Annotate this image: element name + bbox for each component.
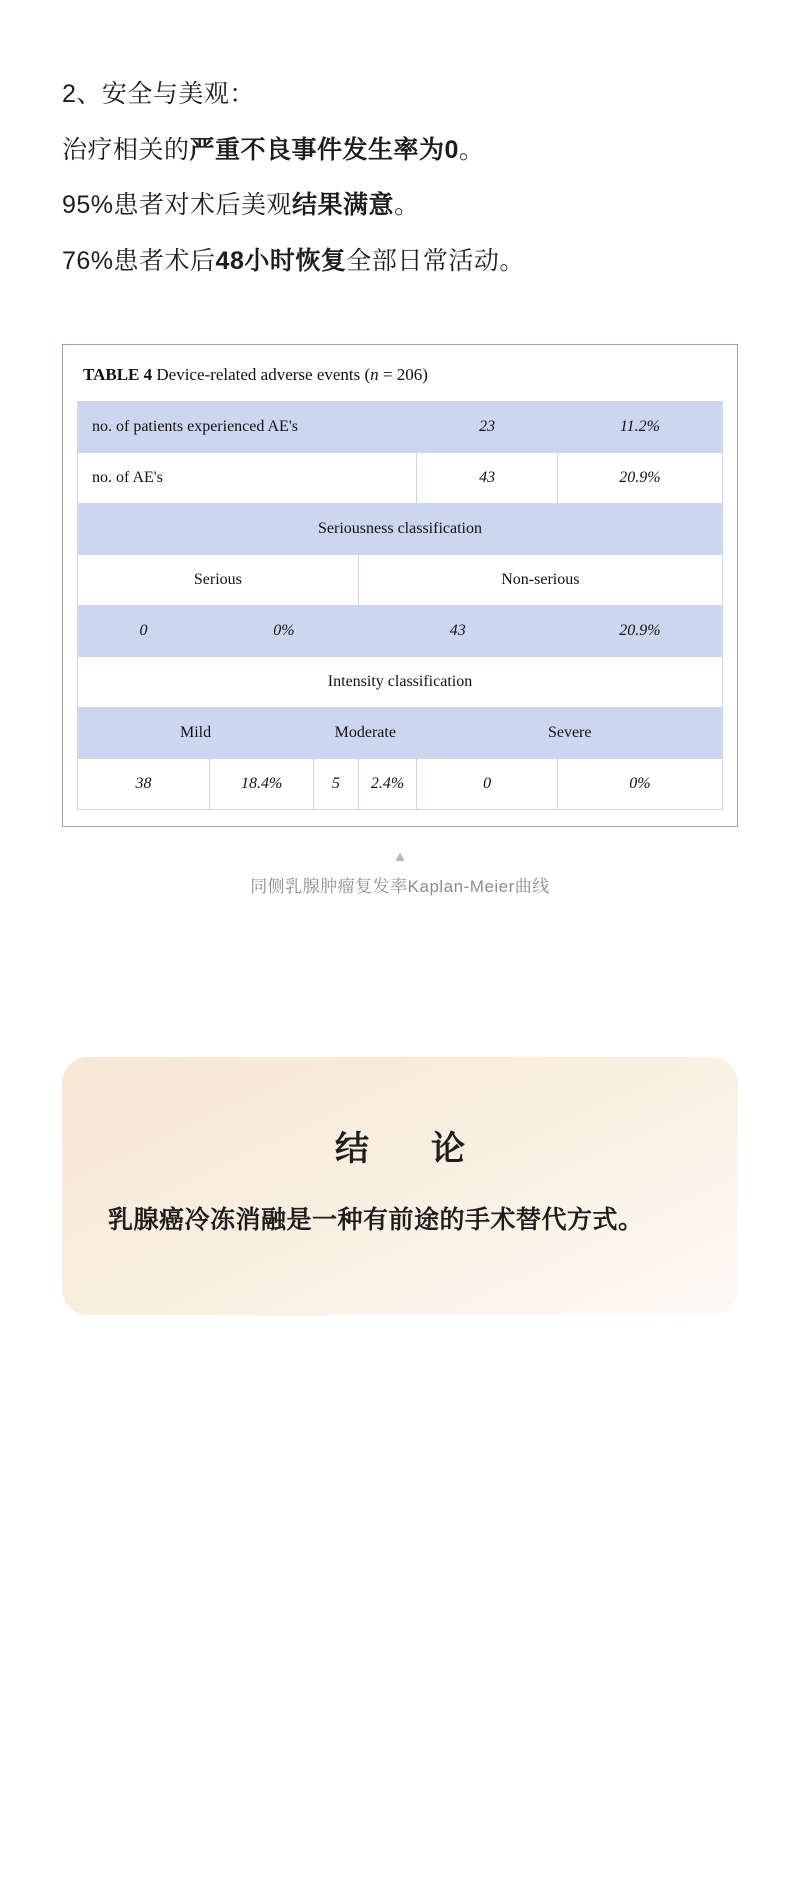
up-arrow-icon: ▲	[392, 848, 408, 865]
value-non-serious-pct: 20.9%	[557, 606, 722, 657]
adverse-events-table	[77, 401, 723, 810]
table-caption	[77, 359, 723, 401]
conclusion-body: 乳腺癌冷冻消融是一种有前途的手术替代方式。	[108, 1206, 644, 1234]
table-row	[78, 657, 723, 708]
intro-line-1-post: 。	[458, 135, 485, 164]
table-row	[78, 402, 723, 453]
intro-line-3-post: 全部日常活动。	[346, 246, 525, 275]
table-caption-label: TABLE 4	[83, 365, 153, 384]
value-serious-pct: 0%	[210, 606, 359, 657]
row-value-ae-pct: 20.9%	[557, 453, 722, 504]
intro-line-2-bold: 结果满意	[292, 191, 395, 219]
value-moderate-pct: 2.4%	[358, 759, 417, 810]
table-row	[78, 504, 723, 555]
value-moderate-count: 5	[314, 759, 359, 810]
table-caption-text: Device-related adverse events (	[156, 365, 371, 384]
value-mild-count: 38	[78, 759, 210, 810]
intro-line-3-bold: 48小时恢复	[215, 246, 347, 275]
adverse-events-table-figure	[62, 344, 738, 827]
intro-line-3	[62, 243, 738, 281]
value-non-serious-count: 43	[358, 606, 557, 657]
table-caption-n: n	[370, 365, 379, 384]
value-serious-count: 0	[78, 606, 210, 657]
row-value-patients-ae-count: 23	[417, 402, 557, 453]
intro-line-2	[62, 187, 738, 225]
intro-line-1	[62, 132, 738, 170]
conclusion-card	[62, 1057, 738, 1315]
conclusion-title: 结 论	[335, 1130, 479, 1168]
row-label-ae-count: no. of AE's	[78, 453, 417, 504]
col-header-mild: Mild	[78, 708, 314, 759]
table-row	[78, 606, 723, 657]
section-header-intensity: Intensity classification	[78, 657, 723, 708]
intro-line-2-post: 。	[394, 191, 420, 219]
col-header-moderate: Moderate	[314, 708, 417, 759]
section-header-seriousness: Seriousness classification	[78, 504, 723, 555]
col-header-non-serious: Non-serious	[358, 555, 722, 606]
value-severe-count: 0	[417, 759, 557, 810]
row-value-patients-ae-pct: 11.2%	[557, 402, 722, 453]
table-row	[78, 759, 723, 810]
row-value-ae-count: 43	[417, 453, 557, 504]
table-caption-tail: = 206)	[378, 365, 428, 384]
table-row	[78, 708, 723, 759]
col-header-serious: Serious	[78, 555, 359, 606]
table-row	[78, 453, 723, 504]
value-mild-pct: 18.4%	[210, 759, 314, 810]
intro-heading: 2、安全与美观：	[62, 80, 255, 108]
intro-line-1-bold: 严重不良事件发生率为0	[189, 135, 459, 164]
intro-line-2-pre: 95%患者对术后美观	[62, 191, 293, 219]
intro-line-3-pre: 76%患者术后	[62, 246, 216, 275]
table-row	[78, 555, 723, 606]
value-severe-pct: 0%	[557, 759, 722, 810]
row-label-patients-ae: no. of patients experienced AE's	[78, 402, 417, 453]
col-header-severe: Severe	[417, 708, 723, 759]
intro-line-1-pre: 治疗相关的	[62, 135, 190, 164]
intro-text-block	[62, 0, 738, 280]
figure-caption: 同侧乳腺肿瘤复发率Kaplan-Meier曲线	[250, 877, 550, 896]
